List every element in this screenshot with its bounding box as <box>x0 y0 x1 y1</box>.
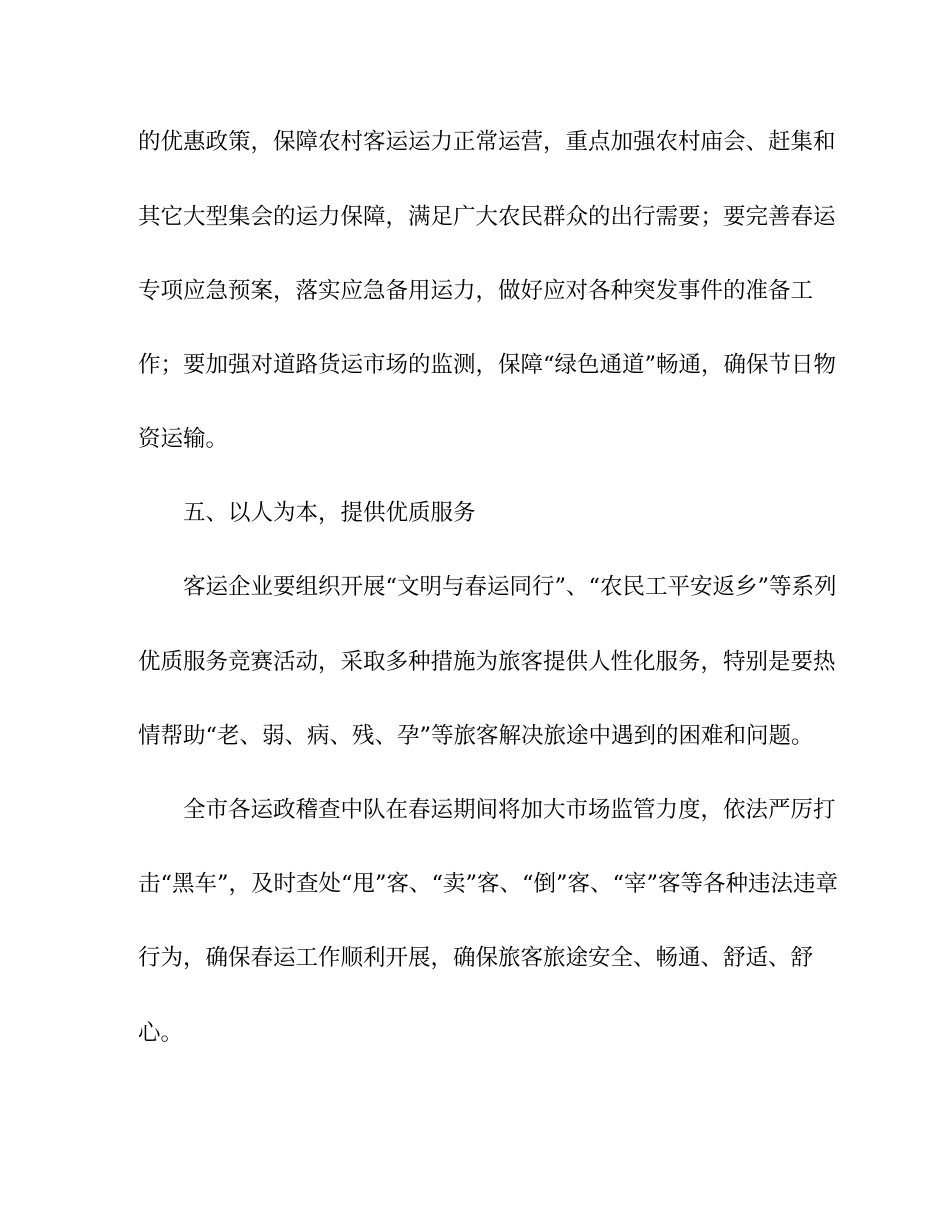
paragraph-line: 心。 <box>138 1020 184 1046</box>
paragraph-line: 资运输。 <box>138 426 229 452</box>
paragraph-line: 优质服务竞赛活动，采取多种措施为旅客提供人性化服务，特别是要热 <box>138 649 836 675</box>
paragraph-line: 全市各运政稽查中队在春运期间将加大市场监管力度，依法严厉打 <box>183 797 836 823</box>
paragraph-line: 专项应急预案，落实应急备用运力，做好应对各种突发事件的准备工 <box>138 278 814 304</box>
section-heading: 五、以人为本，提供优质服务 <box>183 500 476 526</box>
paragraph-line: 情帮助“老、弱、病、残、孕”等旅客解决旅途中遇到的困难和问题。 <box>138 723 814 749</box>
paragraph-line: 行为，确保春运工作顺利开展，确保旅客旅途安全、畅通、舒适、舒 <box>138 945 814 971</box>
paragraph-line: 其它大型集会的运力保障，满足广大农民群众的出行需要；要完善春运 <box>138 204 836 230</box>
paragraph-line: 作；要加强对道路货运市场的监测，保障“绿色通道”畅通，确保节日物 <box>138 352 837 378</box>
paragraph-line: 客运企业要组织开展“文明与春运同行”、“农民工平安返乡”等系列 <box>183 574 837 600</box>
paragraph-line: 的优惠政策，保障农村客运运力正常运营，重点加强农村庙会、赶集和 <box>138 129 836 155</box>
paragraph-line: 击“黑车”，及时查处“甩”客、“卖”客、“倒”客、“宰”客等各种违法违章 <box>138 871 839 897</box>
